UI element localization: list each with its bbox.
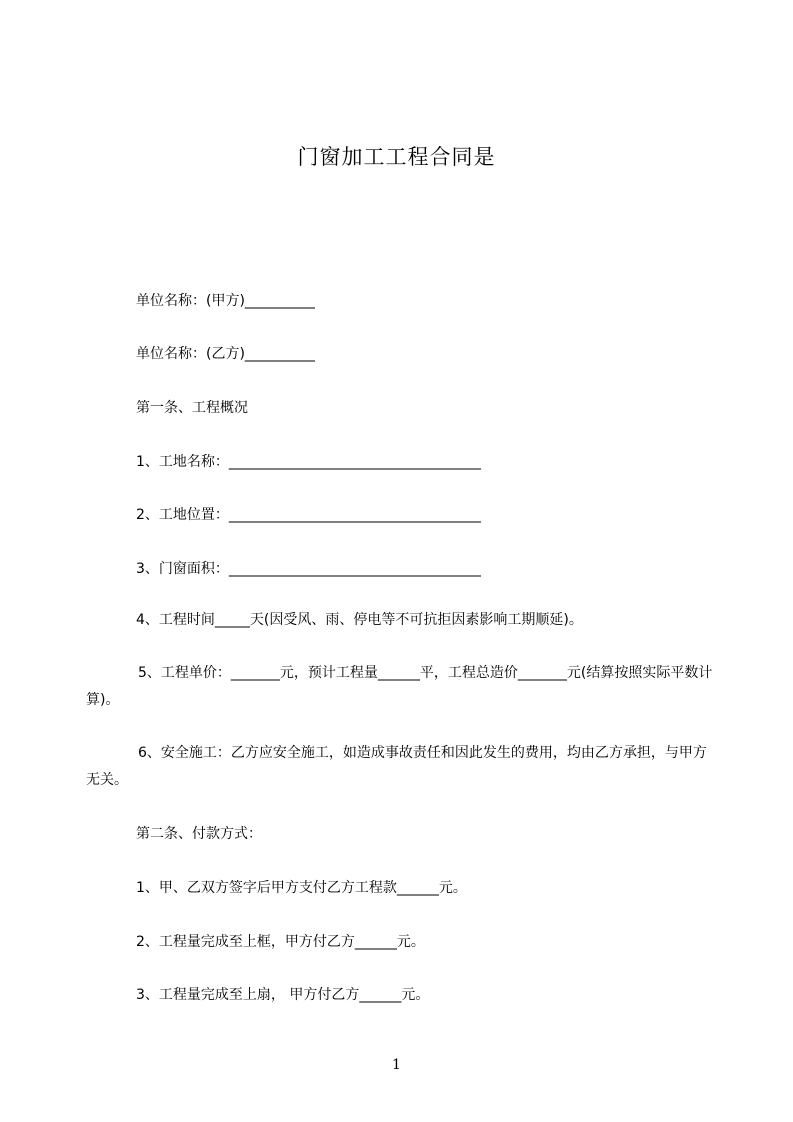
article1-heading: 第一条、工程概况 [136, 400, 248, 416]
party-a-line: 单位名称：(甲方)__________ [136, 293, 315, 309]
safety-paragraph: 6、安全施工：乙方应安全施工，如造成事故责任和因此发生的费用，均由乙方承担，与甲方无关。 [86, 745, 707, 788]
document-title: 门窗加工工程合同是 [297, 145, 496, 169]
payment-1-line: 1、甲、乙双方签字后甲方支付乙方工程款______元。 [136, 880, 467, 896]
page-number: 1 [392, 1057, 401, 1073]
window-area-line: 3、门窗面积：____________________________________ [136, 561, 481, 577]
payment-2-line: 2、工程量完成至上框，甲方付乙方______元。 [136, 934, 425, 950]
party-b-line: 单位名称：(乙方)__________ [136, 346, 315, 362]
unit-price-paragraph: 5、工程单价：_______元，预计工程量______平，工程总造价_______元(结算按照实际平数计算)。 [86, 665, 713, 708]
project-time-line: 4、工程时间_____天(因受风、雨、停电等不可抗拒因素影响工期顺延)。 [136, 612, 583, 628]
payment-3-line: 3、工程量完成至上扇， 甲方付乙方______元。 [136, 987, 430, 1003]
site-name-line: 1、工地名称：____________________________________ [136, 454, 481, 470]
article2-heading: 第二条、付款方式： [136, 826, 262, 842]
site-location-line: 2、工地位置：____________________________________ [136, 507, 481, 523]
